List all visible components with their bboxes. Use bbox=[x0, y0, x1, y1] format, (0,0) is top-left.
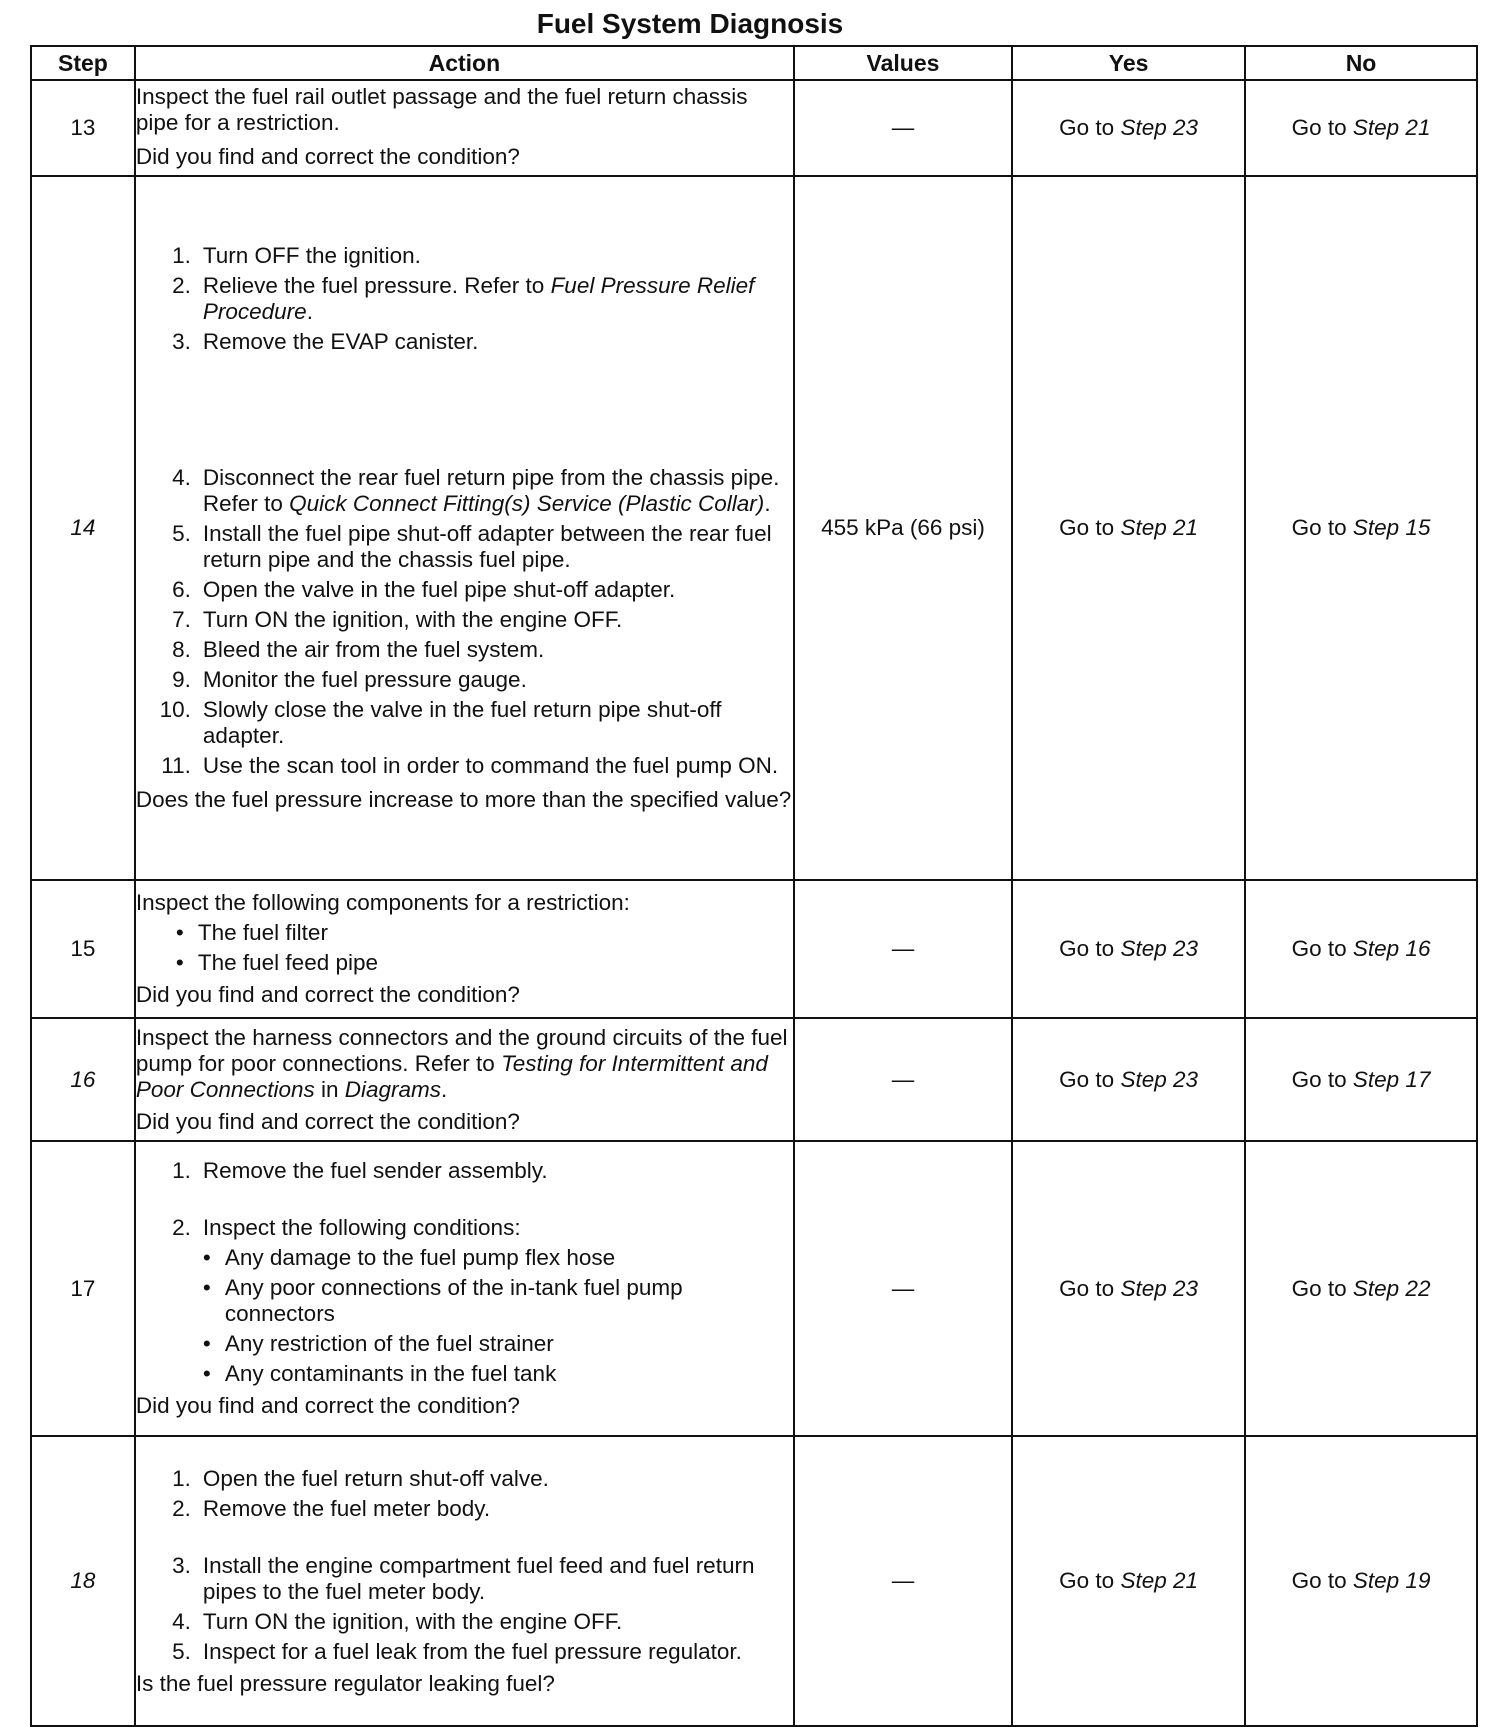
action-cell bbox=[135, 176, 794, 880]
yes-cell bbox=[1012, 1141, 1245, 1436]
bullet-icon: • bbox=[202, 1275, 211, 1300]
step-number: 16 bbox=[31, 1018, 135, 1141]
no-step-ref: Step 15 bbox=[1352, 515, 1431, 540]
item-number: 4. bbox=[172, 465, 191, 490]
goto-label: Go to bbox=[1291, 1568, 1347, 1593]
yes-step-ref: Step 21 bbox=[1120, 1568, 1199, 1593]
diagnosis-table bbox=[30, 45, 1478, 1727]
item-number: 3. bbox=[172, 329, 191, 354]
goto-label: Go to bbox=[1291, 1275, 1347, 1301]
action-item: Slowly close the valve in the fuel return pipe shut-off adapter. bbox=[202, 697, 722, 748]
yes-step-ref: Step 23 bbox=[1120, 1066, 1199, 1092]
goto-label: Go to bbox=[1059, 936, 1115, 961]
bullet-icon: • bbox=[202, 1331, 211, 1356]
bullet-icon: • bbox=[202, 1361, 211, 1386]
col-no-header: No bbox=[1245, 46, 1477, 80]
page-title: Fuel System Diagnosis bbox=[536, 8, 844, 39]
no-cell bbox=[1245, 1018, 1477, 1141]
action-item: Turn OFF the ignition. bbox=[202, 243, 421, 268]
action-item: Monitor the fuel pressure gauge. bbox=[202, 667, 527, 692]
procedure-reference: Diagrams bbox=[344, 1076, 442, 1102]
yes-cell bbox=[1012, 176, 1245, 880]
no-cell bbox=[1245, 176, 1477, 880]
action-question: Does the fuel pressure increase to more than the specified value? bbox=[135, 787, 792, 812]
goto-label: Go to bbox=[1291, 936, 1347, 961]
yes-cell bbox=[1012, 1018, 1245, 1141]
table-row bbox=[31, 1141, 1477, 1436]
bullet-icon: • bbox=[175, 950, 184, 975]
no-cell bbox=[1245, 880, 1477, 1018]
action-item: Remove the EVAP canister. bbox=[202, 329, 479, 354]
bullet-icon: • bbox=[175, 920, 184, 945]
action-item: Remove the fuel meter body. bbox=[202, 1495, 491, 1521]
action-item: Any damage to the fuel pump flex hose bbox=[224, 1245, 616, 1270]
no-step-ref: Step 22 bbox=[1352, 1275, 1431, 1301]
table-row bbox=[31, 176, 1477, 880]
goto-label: Go to bbox=[1059, 1066, 1115, 1092]
item-number: 9. bbox=[172, 667, 191, 692]
procedure-reference: Fuel Pressure Relief Procedure bbox=[202, 273, 755, 324]
col-action-header: Action bbox=[135, 46, 794, 80]
action-text: Inspect the fuel rail outlet passage and the fuel return chassis pipe for a restriction. bbox=[135, 83, 748, 135]
col-step-header: Step bbox=[31, 46, 135, 80]
goto-label: Go to bbox=[1291, 515, 1347, 540]
value-cell: — bbox=[794, 80, 1012, 176]
action-cell bbox=[135, 80, 794, 176]
item-number: 1. bbox=[172, 1465, 191, 1491]
item-number: 5. bbox=[172, 521, 191, 546]
col-values-header: Values bbox=[794, 46, 1012, 80]
goto-label: Go to bbox=[1059, 515, 1115, 540]
item-number: 10. bbox=[159, 697, 191, 722]
action-question: Did you find and correct the condition? bbox=[135, 143, 520, 169]
action-item: Disconnect the rear fuel return pipe from the chassis pipe. Refer to Quick Connect Fitting(s) Service (Plastic Collar). bbox=[202, 465, 780, 516]
action-item: Use the scan tool in order to command the fuel pump ON. bbox=[202, 753, 779, 778]
step-number: 13 bbox=[31, 80, 135, 176]
action-item: Remove the fuel sender assembly. bbox=[202, 1158, 548, 1183]
item-number: 4. bbox=[172, 1608, 191, 1634]
no-step-ref: Step 19 bbox=[1352, 1568, 1431, 1593]
goto-label: Go to bbox=[1291, 1066, 1347, 1092]
yes-step-ref: Step 21 bbox=[1120, 515, 1199, 540]
action-cell bbox=[135, 1141, 794, 1436]
action-text: Inspect the harness connectors and the ground circuits of the fuel pump for poor connections. Refer to Testing for Intermittent and Poor Connections in Diagrams. bbox=[135, 1024, 788, 1102]
table-row bbox=[31, 880, 1477, 1018]
procedure-reference: Quick Connect Fitting(s) Service (Plastic Collar) bbox=[289, 491, 765, 516]
item-number: 1. bbox=[172, 1158, 191, 1183]
table-row bbox=[31, 1018, 1477, 1141]
action-item: Any restriction of the fuel strainer bbox=[224, 1331, 554, 1356]
no-cell bbox=[1245, 80, 1477, 176]
action-question: Did you find and correct the condition? bbox=[135, 982, 520, 1007]
goto-label: Go to bbox=[1291, 115, 1347, 140]
no-cell bbox=[1245, 1436, 1477, 1726]
action-question: Did you find and correct the condition? bbox=[135, 1393, 520, 1418]
action-item: Relieve the fuel pressure. Refer to Fuel Pressure Relief Procedure. bbox=[202, 273, 755, 324]
action-item: Bleed the air from the fuel system. bbox=[202, 637, 545, 662]
value-cell: 455 kPa (66 psi) bbox=[794, 176, 1012, 880]
yes-cell bbox=[1012, 80, 1245, 176]
value-cell: — bbox=[794, 1018, 1012, 1141]
goto-label: Go to bbox=[1059, 1568, 1115, 1593]
value-cell: — bbox=[794, 880, 1012, 1018]
action-item: Open the valve in the fuel pipe shut-off adapter. bbox=[202, 577, 676, 602]
item-number: 2. bbox=[172, 1495, 191, 1521]
action-item: Turn ON the ignition, with the engine OFF. bbox=[202, 1608, 623, 1634]
action-question: Did you find and correct the condition? bbox=[135, 1108, 520, 1134]
bullet-icon: • bbox=[202, 1245, 211, 1270]
procedure-reference: Testing for Intermittent and Poor Connections bbox=[135, 1050, 768, 1102]
value-cell: — bbox=[794, 1141, 1012, 1436]
goto-label: Go to bbox=[1059, 1275, 1115, 1301]
item-number: 7. bbox=[172, 607, 191, 632]
item-number: 1. bbox=[172, 243, 191, 268]
yes-step-ref: Step 23 bbox=[1120, 936, 1199, 961]
action-item: Install the fuel pipe shut-off adapter between the rear fuel return pipe and the chassis fuel pipe. bbox=[202, 521, 772, 572]
item-number: 8. bbox=[172, 637, 191, 662]
no-cell bbox=[1245, 1141, 1477, 1436]
no-step-ref: Step 21 bbox=[1352, 115, 1431, 140]
action-item: Any poor connections of the in-tank fuel pump connectors bbox=[224, 1275, 683, 1326]
action-item: Inspect the following conditions: bbox=[202, 1215, 521, 1240]
item-number: 2. bbox=[172, 1215, 191, 1240]
item-number: 3. bbox=[172, 1552, 191, 1578]
table-row bbox=[31, 80, 1477, 176]
action-item: Turn ON the ignition, with the engine OFF. bbox=[202, 607, 623, 632]
step-number: 18 bbox=[31, 1436, 135, 1726]
yes-step-ref: Step 23 bbox=[1120, 1275, 1199, 1301]
step-number: 15 bbox=[31, 880, 135, 1018]
item-number: 6. bbox=[172, 577, 191, 602]
item-number: 5. bbox=[172, 1638, 191, 1664]
value-cell: — bbox=[794, 1436, 1012, 1726]
no-step-ref: Step 17 bbox=[1352, 1066, 1431, 1092]
step-number: 14 bbox=[31, 176, 135, 880]
action-cell bbox=[135, 1436, 794, 1726]
item-number: 11. bbox=[161, 753, 191, 778]
action-item: Any contaminants in the fuel tank bbox=[224, 1361, 557, 1386]
table-row bbox=[31, 1436, 1477, 1726]
yes-cell bbox=[1012, 880, 1245, 1018]
action-text: Inspect the following components for a restriction: bbox=[135, 890, 630, 915]
action-item: Inspect for a fuel leak from the fuel pressure regulator. bbox=[202, 1638, 742, 1664]
action-item: Install the engine compartment fuel feed and fuel return pipes to the fuel meter body. bbox=[202, 1552, 755, 1604]
header-row bbox=[31, 46, 1477, 80]
step-number: 17 bbox=[31, 1141, 135, 1436]
item-number: 2. bbox=[172, 273, 191, 298]
col-yes-header: Yes bbox=[1012, 46, 1245, 80]
yes-step-ref: Step 23 bbox=[1120, 115, 1199, 140]
yes-cell bbox=[1012, 1436, 1245, 1726]
action-item: The fuel filter bbox=[197, 920, 328, 945]
action-cell bbox=[135, 880, 794, 1018]
action-item: Open the fuel return shut-off valve. bbox=[202, 1465, 549, 1491]
action-cell bbox=[135, 1018, 794, 1141]
action-item: The fuel feed pipe bbox=[197, 950, 379, 975]
no-step-ref: Step 16 bbox=[1352, 936, 1431, 961]
action-question: Is the fuel pressure regulator leaking fuel? bbox=[135, 1670, 555, 1696]
goto-label: Go to bbox=[1059, 115, 1115, 140]
